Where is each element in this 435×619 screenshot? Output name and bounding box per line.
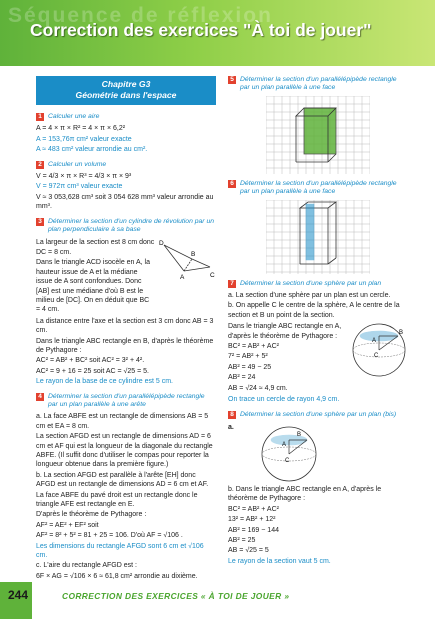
section-2-heading bbox=[36, 161, 216, 169]
text-line: La section AFGD est un rectangle de dimensions AD = 6 cm et AF qui est la longueur de la diagonale du rectangle ABFE. (Il suffit donc d'utiliser le compas pour reporter la longueur obtenue dans la première figure.) bbox=[36, 433, 213, 469]
text-line: BC² = AB² + AC² bbox=[228, 505, 279, 513]
section-number: 4 bbox=[36, 393, 44, 401]
text-line: AF² = AE² + EF² soit bbox=[36, 521, 99, 529]
page-footer bbox=[0, 582, 435, 619]
section-title: Calculer un volume bbox=[48, 160, 107, 168]
section-title: Déterminer la section d'un parallélépipède rectangle par un plan parallèle à une arête bbox=[48, 392, 205, 408]
text-line: BC² = AB² + AC² bbox=[228, 343, 279, 351]
section-title: Déterminer la section d'une sphère par un plan (bis) bbox=[240, 410, 397, 418]
text-line: On trace un cercle de rayon 4,9 cm. bbox=[228, 396, 340, 404]
section-title: Déterminer la section d'un parallélépipède rectangle par un plan parallèle à une face bbox=[240, 179, 397, 196]
footer-title: CORRECTION DES EXERCICES « À TOI DE JOUER » bbox=[62, 591, 290, 601]
section-title: Calculer une aire bbox=[48, 113, 100, 120]
sphere-figure-2 bbox=[252, 422, 326, 484]
text-line: Dans le triangle ABC rectangle en B, d'après le théorème de Pythagore : bbox=[36, 337, 214, 354]
section-8-heading bbox=[228, 411, 408, 419]
section-6-heading bbox=[228, 180, 408, 197]
text-line: AB = √25 = 5 bbox=[228, 547, 269, 555]
triangle-figure bbox=[158, 237, 216, 295]
section-number: 3 bbox=[36, 218, 44, 226]
item-label: a. bbox=[228, 423, 234, 431]
text-line: b. La section AFGD est parallèle à l'arête [EH] donc AFGD est un rectangle de dimensions AD = 6 cm et AF. bbox=[36, 471, 209, 489]
text-line: La largeur de la section est 8 cm donc DC = 8 cm. bbox=[36, 239, 155, 256]
text-line: Les dimensions du rectangle AFGD sont 6 cm et √106 cm. bbox=[36, 542, 204, 560]
text-line: AC² = AB² + BC² soit AC² = 3² + 4². bbox=[36, 357, 145, 365]
text-line: Le rayon de la section vaut 5 cm. bbox=[228, 557, 331, 565]
sphere-label-c: C bbox=[374, 353, 379, 360]
section-7-body bbox=[228, 321, 408, 394]
text-line: 6F × AG = √106 × 6 ≈ 61,8 cm² arrondie au dixième. bbox=[36, 572, 198, 580]
text-line: 13² = AB² + 12² bbox=[228, 516, 276, 524]
section-3-heading bbox=[36, 218, 216, 235]
label-b: B bbox=[191, 251, 196, 259]
text-line: V = 972π cm³ valeur exacte bbox=[36, 183, 123, 191]
page-title: Correction des exercices "À toi de jouer" bbox=[30, 20, 372, 40]
section-5-heading bbox=[228, 76, 408, 93]
left-column bbox=[36, 76, 216, 582]
text-line: A = 4 × π × R² = 4 × π × 6,2² bbox=[36, 125, 126, 133]
section-title: Déterminer la section d'un parallélépipède rectangle par un plan parallèle à une face bbox=[240, 76, 397, 92]
text-line: b. On appelle C le centre de la sphère, A le centre de la section et B un point de la section. bbox=[228, 302, 400, 319]
page-header bbox=[0, 0, 435, 66]
text-line: AB² = 169 − 144 bbox=[228, 526, 279, 534]
text-line: a. La section d'une sphère par un plan est un cercle. bbox=[228, 292, 391, 300]
text-line: 7² = AB² + 5² bbox=[228, 353, 268, 361]
page-number: 244 bbox=[8, 588, 29, 602]
text-line: Le rayon de la base de ce cylindre est 5 cm. bbox=[36, 378, 173, 386]
section-number: 1 bbox=[36, 113, 44, 121]
text-line: La distance entre l'axe et la section est 3 cm donc AB = 3 cm. bbox=[36, 317, 214, 335]
section-4-heading bbox=[36, 393, 216, 410]
text-line: AF² = 8² + 5² = 81 + 25 = 106. D'où AF = √106 . bbox=[36, 532, 183, 540]
text-line: AB² = 25 bbox=[228, 536, 256, 544]
text-line: A = 153,76π cm² valeur exacte bbox=[36, 135, 132, 143]
section-number: 5 bbox=[228, 76, 236, 84]
chapter-title: Chapitre G3 bbox=[101, 79, 151, 89]
text-line: La face ABFE du pavé droit est un rectangle donc le triangle AFE est rectangle en E. bbox=[36, 491, 198, 509]
text-line: AB² = 24 bbox=[228, 374, 256, 382]
section-number: 2 bbox=[36, 161, 44, 169]
sphere2-label-b: B bbox=[297, 431, 302, 438]
text-line: D'après le théorème de Pythagore : bbox=[36, 511, 147, 519]
text-line: V = 4/3 × π × R³ = 4/3 × π × 9³ bbox=[36, 173, 132, 181]
sphere-figure bbox=[350, 321, 408, 379]
text-line: AB² = 49 − 25 bbox=[228, 363, 272, 371]
grid-figure-6 bbox=[266, 200, 370, 274]
sphere2-label-a: A bbox=[282, 441, 287, 448]
text-line: Dans le triangle ACD isocèle en A, la hauteur issue de A et la médiane issue de A sont confondues. Donc [AB] est une médiane d'où B est le milieu de [DC]. On en déduit que BC = 4 cm. bbox=[36, 259, 151, 314]
sphere2-label-c: C bbox=[285, 457, 290, 464]
grid-figure-5 bbox=[266, 96, 370, 174]
section-title: Déterminer la section d'un cylindre de révolution par un plan perpendiculaire à sa base bbox=[48, 217, 215, 234]
sphere-label-b: B bbox=[399, 330, 404, 337]
section-8-figure-row bbox=[228, 422, 408, 484]
text-line: b. Dans le triangle ABC rectangle en A, d'après le théorème de Pythagore : bbox=[228, 485, 382, 503]
section-number: 8 bbox=[228, 411, 236, 419]
text-line: c. L'aire du rectangle AFGD est : bbox=[36, 562, 137, 570]
section-number: 7 bbox=[228, 280, 236, 288]
section-number: 6 bbox=[228, 180, 236, 188]
text-line: V ≈ 3 053,628 cm³ soit 3 054 628 mm³ valeur arrondie au mm³. bbox=[36, 193, 214, 211]
section-1-heading bbox=[36, 113, 216, 121]
text-line: A ≈ 483 cm² valeur arrondie au cm². bbox=[36, 146, 148, 154]
section-7-heading bbox=[228, 280, 408, 288]
sphere-label-a: A bbox=[372, 338, 377, 345]
label-d: D bbox=[159, 240, 164, 248]
label-a: A bbox=[180, 274, 185, 282]
section-3-body bbox=[36, 237, 216, 315]
right-column bbox=[228, 76, 408, 567]
text-line: AB = √24 ≈ 4,9 cm. bbox=[228, 384, 288, 392]
header-watermark: Séquence de réflexion bbox=[8, 4, 273, 27]
text-line: AC² = 9 + 16 = 25 soit AC = √25 = 5. bbox=[36, 367, 149, 375]
chapter-subtitle: Géométrie dans l'espace bbox=[75, 90, 177, 100]
text-line: a. La face ABFE est un rectangle de dimensions AB = 5 cm et EA = 8 cm. bbox=[36, 413, 209, 430]
text-line: Dans le triangle ABC rectangle en A, d'après le théorème de Pythagore : bbox=[228, 323, 342, 340]
chapter-banner bbox=[36, 76, 216, 105]
label-c: C bbox=[210, 272, 215, 280]
section-title: Déterminer la section d'une sphère par un plan bbox=[240, 279, 382, 287]
